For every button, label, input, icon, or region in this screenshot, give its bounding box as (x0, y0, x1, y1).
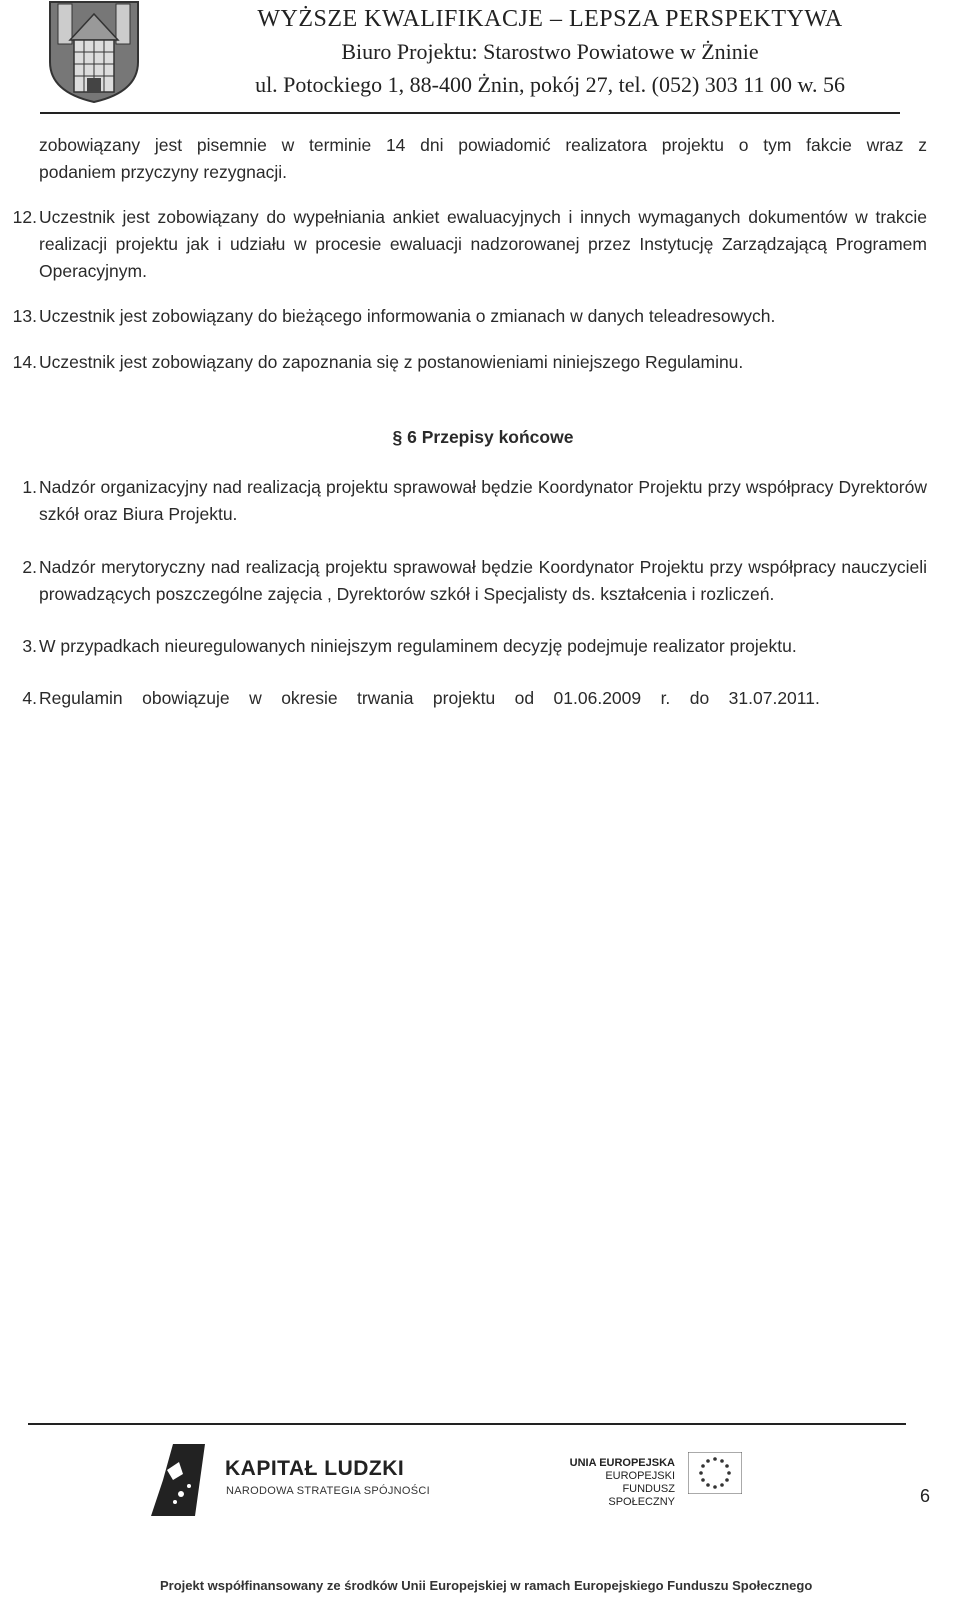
eu-label-line1: UNIA EUROPEJSKA (569, 1457, 675, 1469)
final-provision-3 (22, 633, 927, 660)
list-item-12 (12, 204, 927, 285)
kapital-ludzki-logo (145, 1440, 215, 1520)
final-provision-1 (22, 474, 927, 528)
coat-of-arms-logo (48, 0, 140, 104)
list-number: 4. (22, 688, 37, 708)
header-office: Biuro Projektu: Starostwo Powiatowe w Żninie (341, 39, 759, 64)
list-item-14 (12, 349, 927, 376)
list-number: 14. (12, 352, 37, 372)
section-heading: § 6 Przepisy końcowe (392, 427, 574, 447)
list-text: Nadzór organizacyjny nad realizacją projektu sprawował będzie Koordynator Projektu przy współpracy Dyrektorów szkół oraz Biura Projektu. (39, 477, 927, 524)
final-provision-2 (22, 554, 927, 608)
list-number: 1. (22, 477, 37, 497)
final-provision-4 (22, 685, 927, 712)
kapital-ludzki-title: KAPITAŁ LUDZKI (225, 1457, 405, 1480)
eu-label-line3: FUNDUSZ SPOŁECZNY (608, 1483, 675, 1508)
list-text: W przypadkach nieuregulowanych niniejszym regulaminem decyzję podejmuje realizator projektu. (39, 636, 797, 656)
list-text: Uczestnik jest zobowiązany do bieżącego informowania o zmianach w danych teleadresowych. (39, 306, 776, 326)
eu-flag-icon (688, 1452, 742, 1494)
list-number: 12. (12, 207, 37, 227)
page-header (0, 0, 960, 118)
list-item-13 (12, 303, 927, 330)
list-number: 13. (12, 306, 37, 326)
list-text: Regulamin obowiązuje w okresie trwania projektu od 01.06.2009 r. do 31.07.2011. (39, 688, 820, 708)
list-text: Uczestnik jest zobowiązany do zapoznania się z postanowieniami niniejszego Regulaminu. (39, 352, 744, 372)
eu-fund-label (560, 1457, 675, 1509)
document-body (12, 132, 927, 712)
continued-line-1: zobowiązany jest pisemnie w terminie 14 dni powiadomić realizatora projektu o tym fakcie wraz z (39, 135, 927, 155)
continued-paragraph (39, 132, 927, 186)
header-title: WYŻSZE KWALIFIKACJE – LEPSZA PERSPEKTYWA (257, 6, 843, 32)
page-number: 6 (920, 1486, 931, 1506)
funding-note: Projekt współfinansowany ze środków Unii Europejskiej w ramach Europejskiego Funduszu Społecznego (160, 1578, 813, 1593)
list-text: Uczestnik jest zobowiązany do wypełniania ankiet ewaluacyjnych i innych wymaganych dokumentów w trakcie realizacji projektu jak i udziału w procesie ewaluacji nadzorowanej przez Instytucję Zarządzającą Programem Operacyjnym. (39, 207, 927, 281)
list-text: Nadzór merytoryczny nad realizacją projektu sprawował będzie Koordynator Projektu przy współpracy nauczycieli prowadzących poszczególne zajęcia , Dyrektorów szkół i Specjalisty ds. kształcenia i rozliczeń. (39, 557, 927, 604)
list-number: 3. (22, 636, 37, 656)
header-divider (40, 112, 900, 114)
footer-divider (28, 1423, 906, 1425)
header-address: ul. Potockiego 1, 88-400 Żnin, pokój 27, tel. (052) 303 11 00 w. 56 (255, 72, 845, 97)
eu-label-line2: EUROPEJSKI (605, 1470, 675, 1482)
continued-line-2: podaniem przyczyny rezygnacji. (39, 162, 288, 182)
list-number: 2. (22, 557, 37, 577)
kapital-ludzki-subtitle: NARODOWA STRATEGIA SPÓJNOŚCI (226, 1485, 430, 1497)
